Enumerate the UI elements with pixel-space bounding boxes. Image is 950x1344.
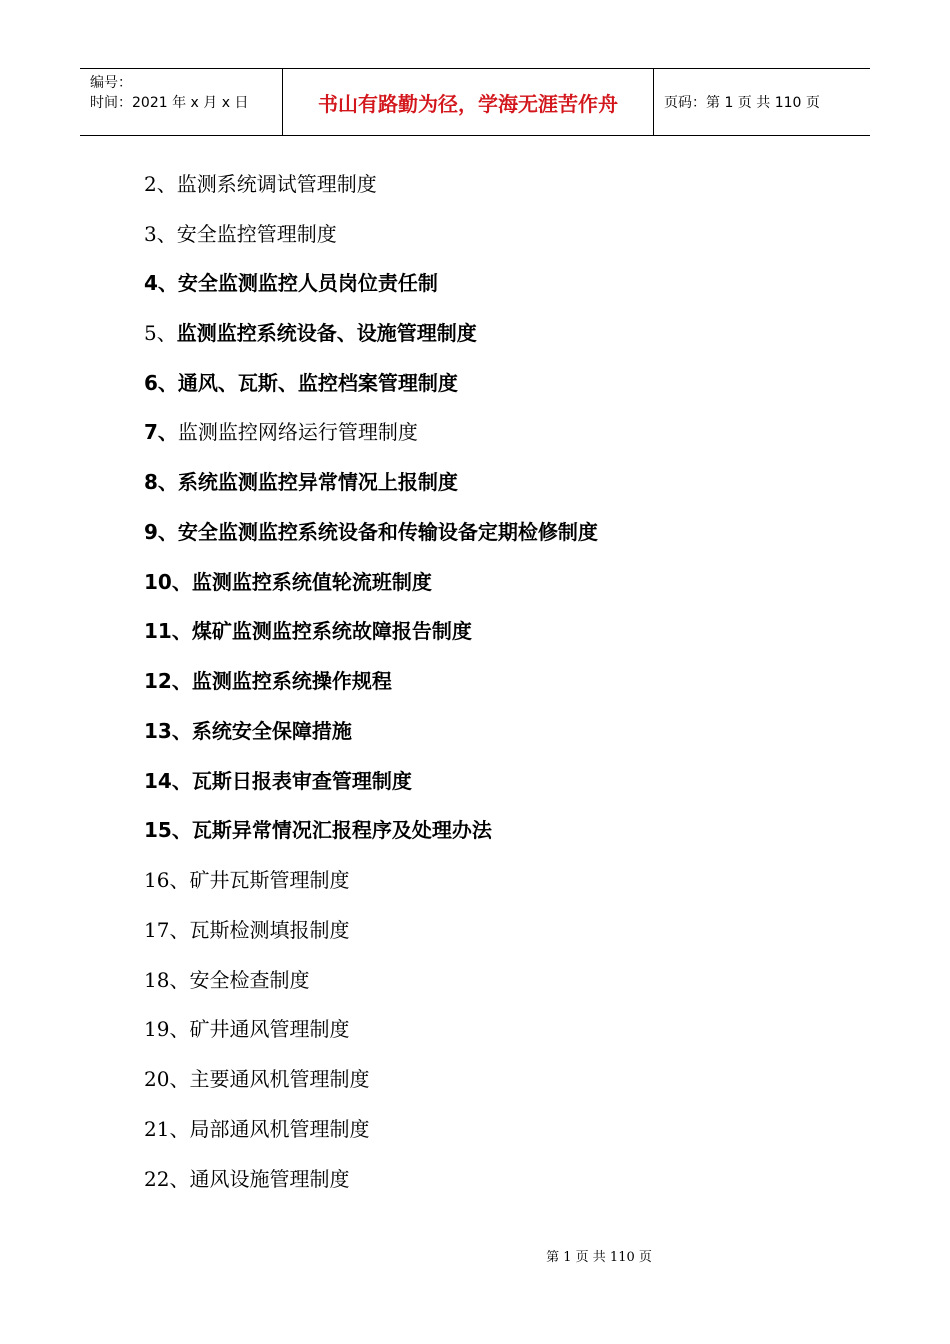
toc-item-number: 17、 [144, 918, 190, 942]
toc-item-title: 瓦斯异常情况汇报程序及处理办法 [191, 818, 492, 842]
toc-item [144, 313, 477, 353]
toc-item-number: 5、 [144, 321, 177, 345]
toc-item-number: 14、 [144, 769, 192, 793]
toc-item [144, 363, 458, 403]
toc-item-title: 安全监控管理制度 [176, 222, 337, 246]
toc-item-number: 22、 [144, 1167, 190, 1191]
toc-item-number: 11、 [144, 619, 192, 643]
toc-item [144, 1009, 349, 1049]
toc-item-number: 18、 [144, 968, 190, 992]
toc-item [144, 761, 412, 801]
toc-item-number: 9、 [144, 520, 178, 544]
toc-item-title: 主要通风机管理制度 [189, 1067, 370, 1091]
toc-item-title: 局部通风机管理制度 [189, 1117, 370, 1141]
toc-item [144, 562, 432, 602]
toc-item-number: 6、 [144, 371, 178, 395]
toc-item-title: 监测监控系统设备、设施管理制度 [176, 321, 477, 345]
toc-item [144, 860, 349, 900]
header-meta-cell [80, 69, 282, 135]
toc-item-number: 3、 [144, 222, 177, 246]
toc-item [144, 263, 438, 303]
toc-item-title: 通风设施管理制度 [189, 1167, 350, 1191]
toc-item [144, 164, 377, 204]
toc-item-title: 安全监测监控人员岗位责任制 [177, 271, 438, 295]
toc-item-title: 系统安全保障措施 [191, 719, 352, 743]
toc-item-title: 煤矿监测监控系统故障报告制度 [191, 619, 472, 643]
toc-item [144, 661, 392, 701]
toc-item [144, 611, 472, 651]
toc-item-number: 12、 [144, 669, 192, 693]
toc-item-title: 监测监控系统操作规程 [191, 669, 392, 693]
toc-item-number: 7、 [144, 420, 178, 444]
toc-item-title: 监测系统调试管理制度 [176, 172, 377, 196]
toc-item [144, 960, 309, 1000]
toc-item-title: 系统监测监控异常情况上报制度 [177, 470, 458, 494]
toc-item [144, 1109, 369, 1149]
toc-item-number: 2、 [144, 172, 177, 196]
toc-item-number: 21、 [144, 1117, 190, 1141]
toc-item [144, 412, 418, 452]
toc-item-title: 安全检查制度 [189, 968, 310, 992]
toc-item-number: 20、 [144, 1067, 190, 1091]
toc-item [144, 1159, 349, 1199]
toc-item-number: 10、 [144, 570, 192, 594]
document-date-label: 时间：2021 年 x 月 x 日 [90, 95, 249, 111]
toc-item-number: 8、 [144, 470, 178, 494]
toc-item-title: 监测监控网络运行管理制度 [177, 420, 418, 444]
toc-item-title: 矿井通风管理制度 [189, 1017, 350, 1041]
toc-item-number: 4、 [144, 271, 178, 295]
page-header [80, 68, 870, 136]
toc-item [144, 512, 598, 552]
toc-item [144, 711, 352, 751]
toc-item [144, 910, 349, 950]
toc-item [144, 1059, 369, 1099]
toc-item-title: 通风、瓦斯、监控档案管理制度 [177, 371, 458, 395]
toc-item-title: 瓦斯检测填报制度 [189, 918, 350, 942]
toc-item-title: 安全监测监控系统设备和传输设备定期检修制度 [177, 520, 598, 544]
page-footer: 第 1 页 共 110 页 [546, 1250, 652, 1265]
toc-item [144, 810, 492, 850]
toc-item-number: 15、 [144, 818, 192, 842]
toc-item [144, 214, 337, 254]
header-page-info: 页码：第 1 页 共 110 页 [664, 95, 820, 111]
toc-item-title: 瓦斯日报表审查管理制度 [191, 769, 412, 793]
toc-item-title: 矿井瓦斯管理制度 [189, 868, 350, 892]
toc-item-number: 16、 [144, 868, 190, 892]
toc-item-title: 监测监控系统值轮流班制度 [191, 570, 432, 594]
toc-item-number: 19、 [144, 1017, 190, 1041]
toc-item-number: 13、 [144, 719, 192, 743]
toc-item [144, 462, 458, 502]
document-number-label: 编号： [90, 75, 132, 91]
header-motto: 书山有路勤为径，学海无涯苦作舟 [282, 69, 654, 135]
